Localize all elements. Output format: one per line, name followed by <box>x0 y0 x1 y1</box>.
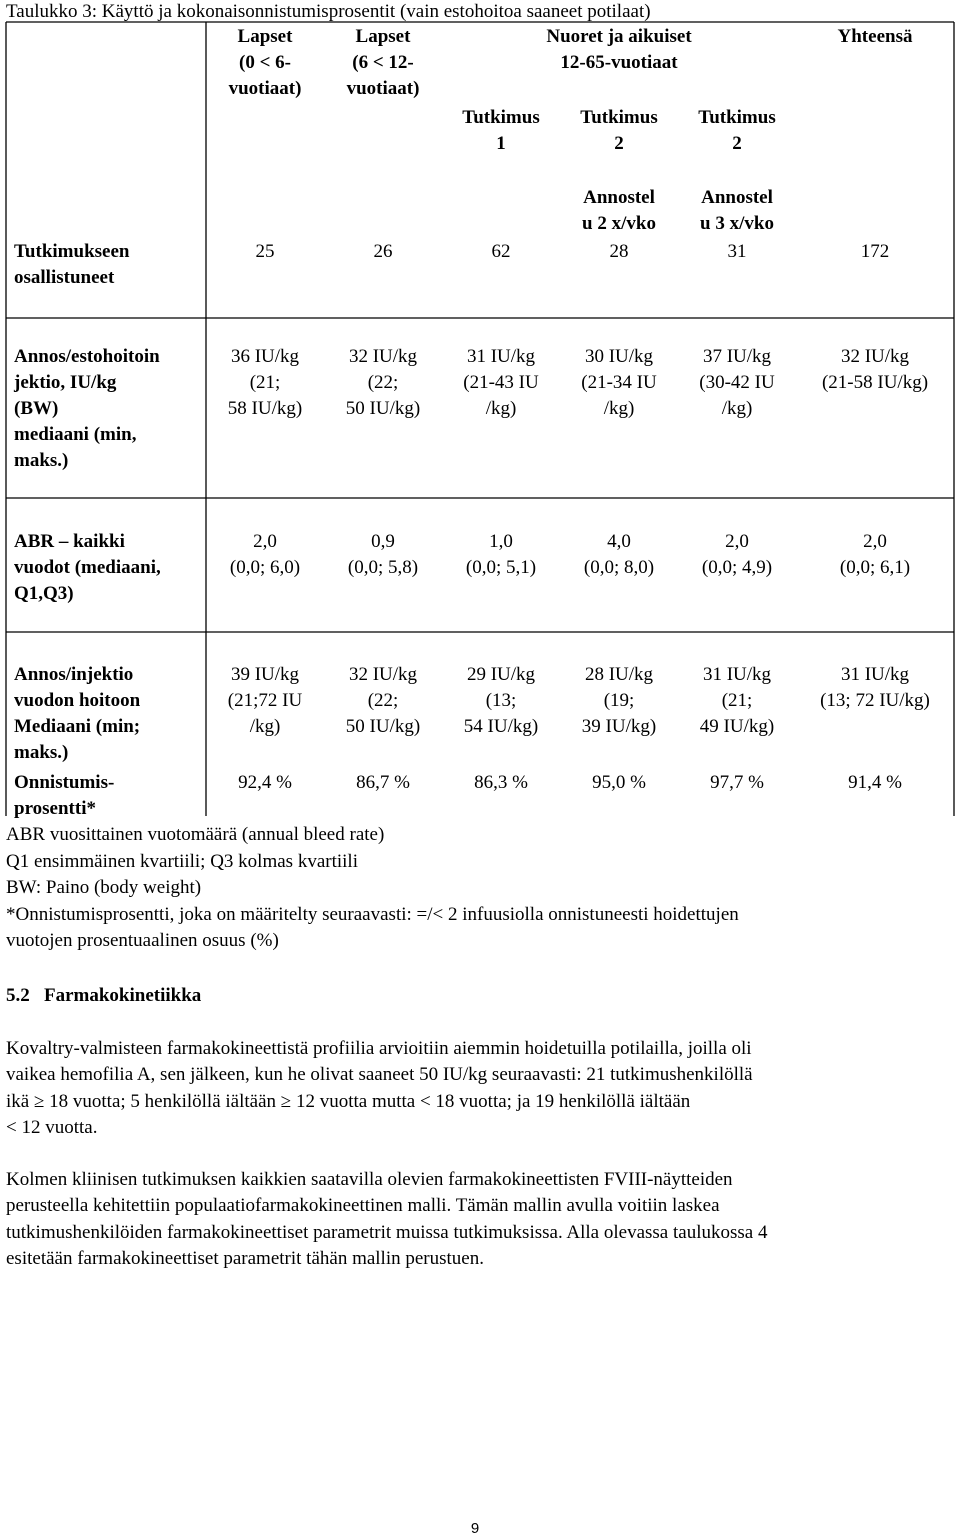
table-cell: 86,7 % <box>356 772 410 793</box>
table-cell: 95,0 % <box>592 772 646 793</box>
table-cell: 91,4 % <box>848 772 902 793</box>
page-number: 9 <box>470 1520 480 1537</box>
paragraph-2: Kolmen kliinisen tutkimuksen kaikkien saatavilla olevien farmakokineettisten FVIII-näytteiden perusteella kehitettiin populaatiofarmakokineettinen malli. Tämän mallin avulla voitiin laskea tutkimushenkilöiden farmakokineettiset parametrit muissa tutkimuksissa. Alla olevassa taulukossa 4 esitetään farmakokineettiset parametrit tähän mallin perustuen. <box>6 1169 768 1269</box>
header-tutkimus-1: Tutkimus 1 <box>462 107 540 154</box>
table-cell: 4,0 (0,0; 8,0) <box>583 531 655 578</box>
header-yhteensa: Yhteensä <box>837 26 913 47</box>
table-cell: 39 IU/kg (21;72 IU /kg) <box>227 664 303 737</box>
table-cell: 0,9 (0,0; 5,8) <box>347 531 419 578</box>
table-cell: 31 IU/kg (13; 72 IU/kg) <box>820 664 930 711</box>
table-cell: 29 IU/kg (13; 54 IU/kg) <box>463 664 539 737</box>
table-cell: 31 IU/kg (21; 49 IU/kg) <box>699 664 775 737</box>
table-cell: 172 <box>860 241 890 262</box>
row-label-osallistuneet: Tutkimukseen osallistuneet <box>14 241 130 288</box>
table-cell: 31 IU/kg (21-43 IU /kg) <box>463 346 539 419</box>
header-lapset-0-6: Lapset (0 < 6- vuotiaat) <box>228 26 302 99</box>
table-cell: 36 IU/kg (21; 58 IU/kg) <box>227 346 303 419</box>
table-caption: Taulukko 3: Käyttö ja kokonaisonnistumisprosentit (vain estohoitoa saaneet potilaat) <box>6 1 651 22</box>
table-cell: 86,3 % <box>474 772 528 793</box>
table-cell: 2,0 (0,0; 4,9) <box>701 531 773 578</box>
table-cell: 26 <box>373 241 393 262</box>
table-footnotes: ABR vuosittainen vuotomäärä (annual bleed rate) Q1 ensimmäinen kvartiili; Q3 kolmas kvartiili BW: Paino (body weight) *Onnistumisprosentti, joka on määritelty seuraavasti: =/< 2 infuusiolla onnistuneesti hoidettujen vuotojen prosentuaalinen osuus (%) <box>6 824 739 951</box>
table-cell: 28 IU/kg (19; 39 IU/kg) <box>581 664 657 737</box>
row-label-annos-estohoito: Annos/estohoitoin jektio, IU/kg (BW) mediaani (min, maks.) <box>14 346 160 471</box>
table-cell: 97,7 % <box>710 772 764 793</box>
table-cell: 32 IU/kg (22; 50 IU/kg) <box>345 664 421 737</box>
table-cell: 32 IU/kg (22; 50 IU/kg) <box>345 346 421 419</box>
row-label-annos-vuoto: Annos/injektio vuodon hoitoon Mediaani (min; maks.) <box>14 664 141 763</box>
row-label-abr: ABR – kaikki vuodot (mediaani, Q1,Q3) <box>14 531 161 604</box>
header-lapset-6-12: Lapset (6 < 12- vuotiaat) <box>346 26 420 99</box>
table-cell: 30 IU/kg (21-34 IU /kg) <box>581 346 657 419</box>
row-label-onnistumisprosentti: Onnistumis- prosentti* <box>14 772 115 819</box>
paragraph-1: Kovaltry-valmisteen farmakokineettistä profiilia arvioitiin aiemmin hoidetuilla potilailla, joilla oli vaikea hemofilia A, sen jälkeen, kun he olivat saaneet 50 IU/kg seuraavasti: 21 tutkimushenkilöllä ikä ≥ 18 vuotta; 5 henkilöllä iältään ≥ 12 vuotta mutta < 18 vuotta; ja 19 henkilöllä iältään < 12 vuotta. <box>6 1038 753 1138</box>
header-annostelu-3: Annostel u 3 x/vko <box>700 187 774 234</box>
table-cell: 62 <box>491 241 511 262</box>
section-heading: 5.2 Farmakokinetiikka <box>6 985 202 1006</box>
header-tutkimus-2b: Tutkimus 2 <box>698 107 776 154</box>
header-nuoret-aikuiset: Nuoret ja aikuiset 12-65-vuotiaat <box>546 26 692 73</box>
table-cell: 28 <box>609 241 629 262</box>
table-cell: 92,4 % <box>238 772 292 793</box>
table-cell: 1,0 (0,0; 5,1) <box>465 531 537 578</box>
table-cell: 32 IU/kg (21-58 IU/kg) <box>821 346 929 393</box>
header-annostelu-2: Annostel u 2 x/vko <box>582 187 656 234</box>
table-cell: 31 <box>727 241 747 262</box>
table-cell: 25 <box>255 241 275 262</box>
table-cell: 37 IU/kg (30-42 IU /kg) <box>699 346 775 419</box>
table-cell: 2,0 (0,0; 6,1) <box>839 531 911 578</box>
table-cell: 2,0 (0,0; 6,0) <box>229 531 301 578</box>
header-tutkimus-2a: Tutkimus 2 <box>580 107 658 154</box>
